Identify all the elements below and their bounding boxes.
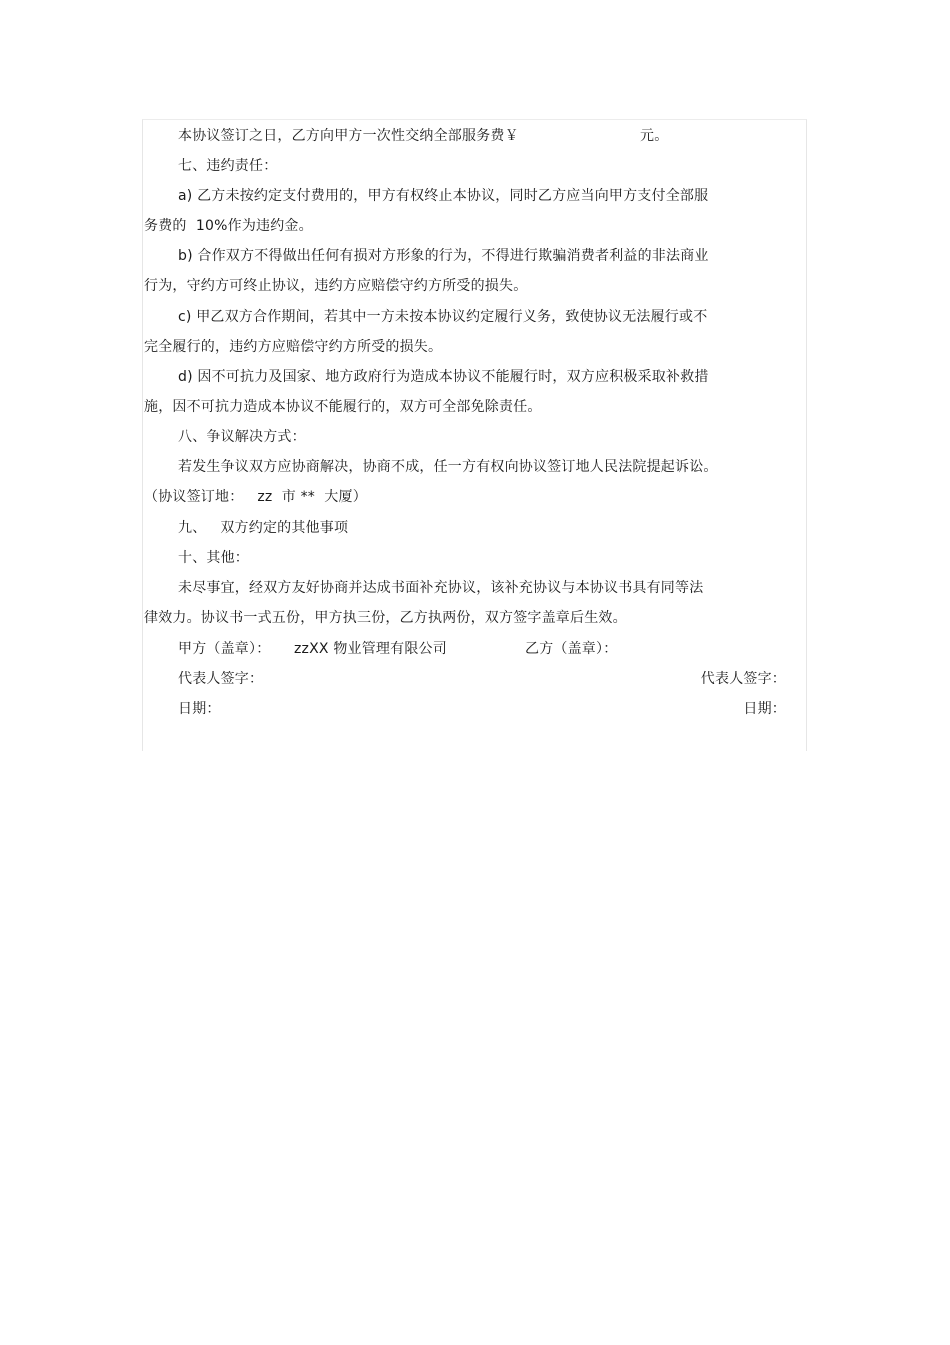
payment-text: 本协议签订之日，乙方向甲方一次性交纳全部服务费￥ <box>178 128 519 144</box>
payment-unit: 元。 <box>640 128 669 144</box>
clause-7b-line1: b) 合作双方不得做出任何有损对方形象的行为，不得进行欺骗消费者利益的非法商业 <box>178 248 709 264</box>
clause-7a-line2: 务费的 10%作为违约金。 <box>144 218 313 234</box>
clause-7c-line1: c) 甲乙双方合作期间，若其中一方未按本协议约定履行义务，致使协议无法履行或不 <box>178 309 708 325</box>
clause-7c-line2: 完全履行的，违约方应赔偿守约方所受的损失。 <box>144 339 443 355</box>
clause-7a-line1: a) 乙方未按约定支付费用的，甲方有权终止本协议，同时乙方应当向甲方支付全部服 <box>178 188 709 204</box>
party-a-seal-label: 甲方（盖章）： <box>178 641 271 657</box>
section-8-title: 八、争议解决方式： <box>178 429 306 445</box>
section-9-title: 九、 双方约定的其他事项 <box>178 520 349 536</box>
party-b-seal-label: 乙方（盖章）： <box>525 641 618 657</box>
clause-7b-line2: 行为，守约方可终止协议，违约方应赔偿守约方所受的损失。 <box>144 278 528 294</box>
section-10-title: 十、其他： <box>178 550 249 566</box>
party-a-date: 日期： <box>178 701 221 717</box>
section-7-title: 七、违约责任： <box>178 158 278 174</box>
section-10-line1: 未尽事宜，经双方友好协商并达成书面补充协议，该补充协议与本协议书具有同等法 <box>178 580 704 596</box>
party-a-rep-signature: 代表人签字： <box>178 671 264 687</box>
section-8-line2: （协议签订地： zz 市 ** 大厦） <box>144 489 367 505</box>
party-a-name: zzXX 物业管理有限公司 <box>294 641 447 657</box>
party-b-date: 日期： <box>743 701 786 717</box>
section-8-line1: 若发生争议双方应协商解决，协商不成，任一方有权向协议签订地人民法院提起诉讼。 <box>178 459 718 475</box>
section-10-line2: 律效力。协议书一式五份，甲方执三份，乙方执两份，双方签字盖章后生效。 <box>144 610 627 626</box>
payment-clause <box>178 127 519 145</box>
party-b-rep-signature: 代表人签字： <box>700 671 786 687</box>
clause-7d-line1: d) 因不可抗力及国家、地方政府行为造成本协议不能履行时，双方应积极采取补救措 <box>178 369 709 385</box>
clause-7d-line2: 施，因不可抗力造成本协议不能履行的，双方可全部免除责任。 <box>144 399 542 415</box>
